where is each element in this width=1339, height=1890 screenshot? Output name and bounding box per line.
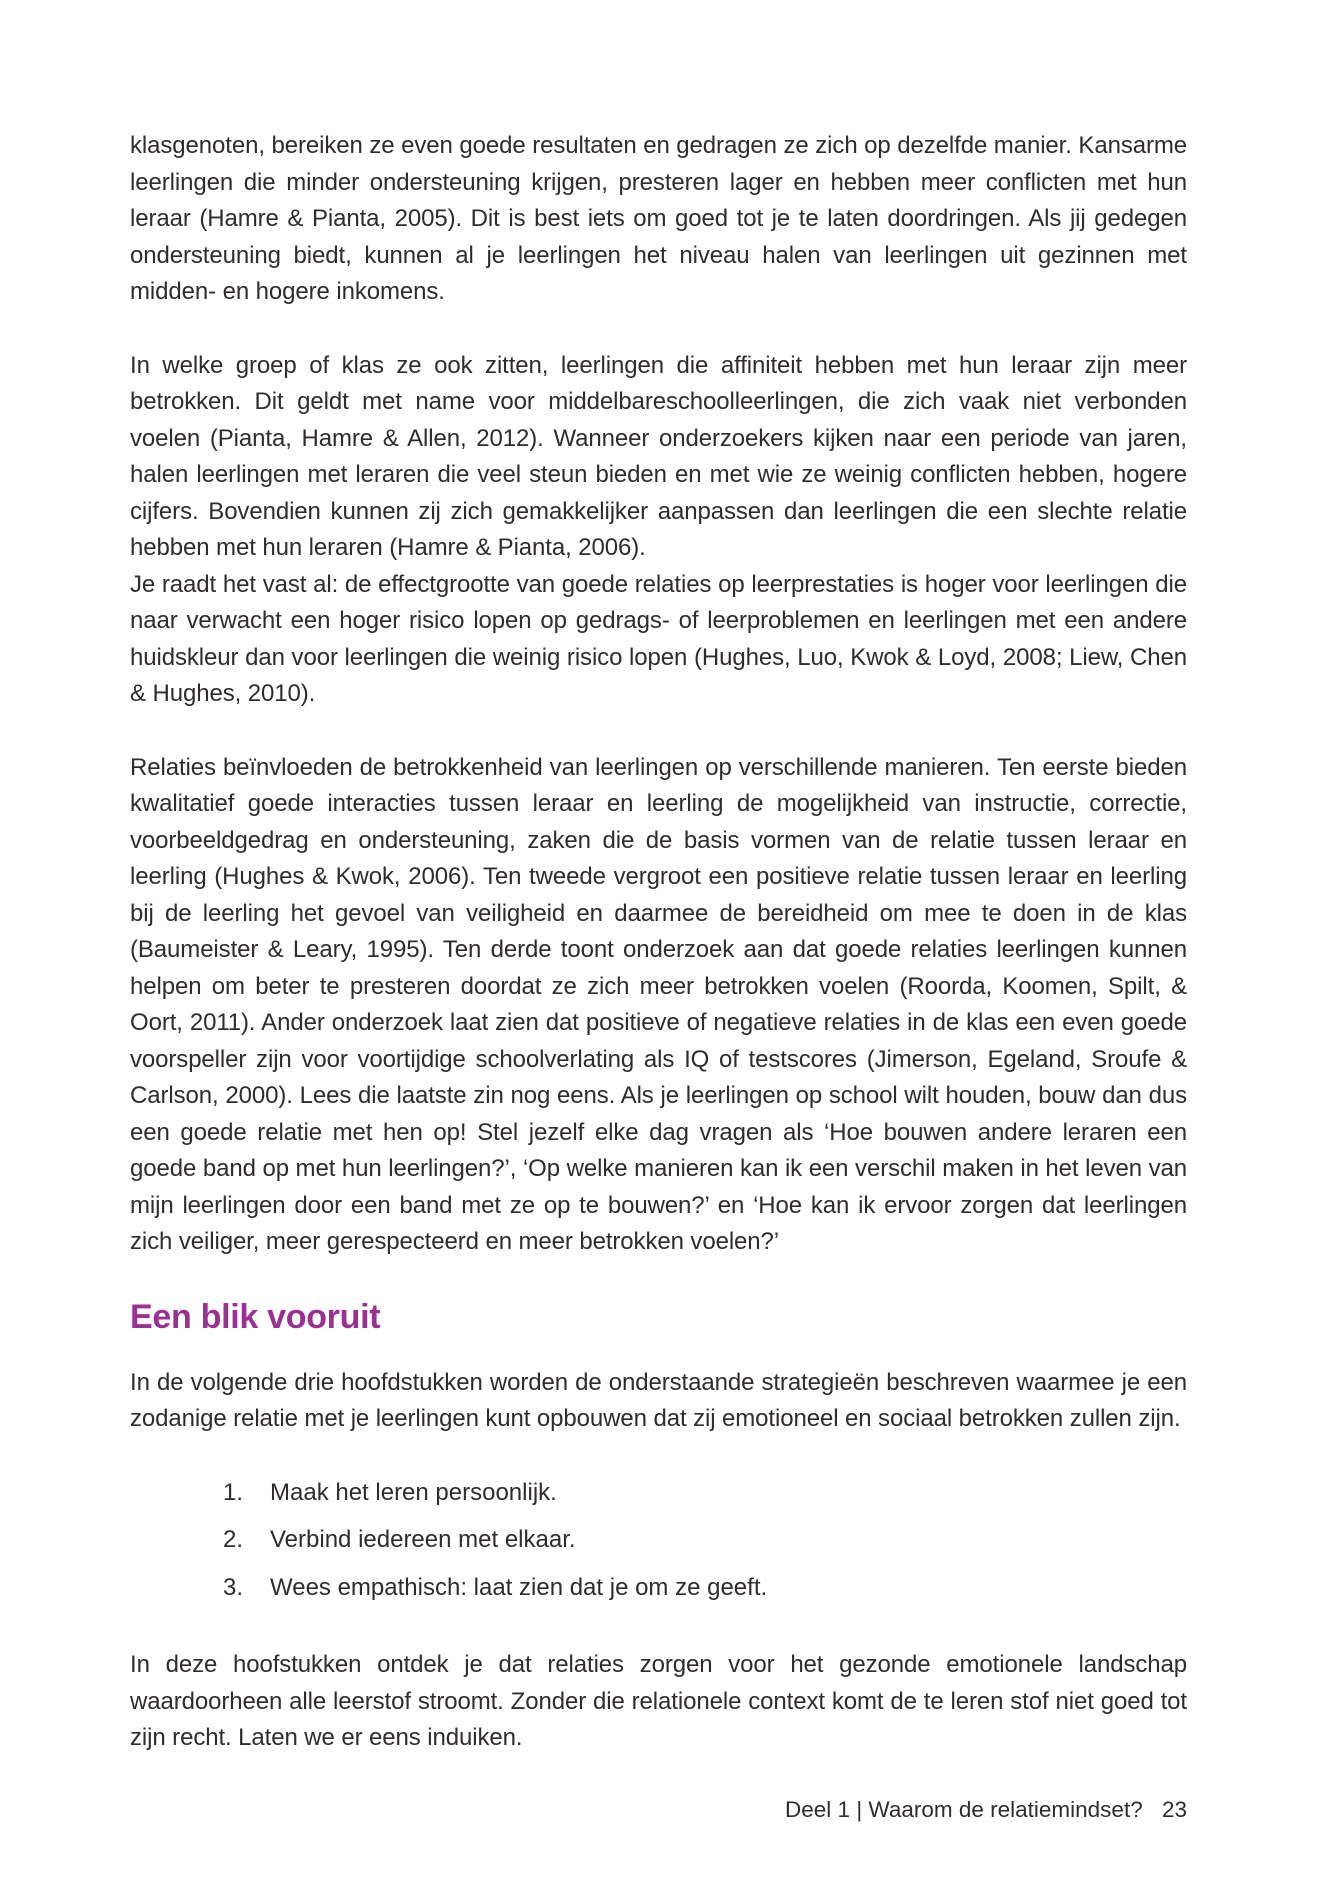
list-item bbox=[223, 1475, 1187, 1512]
strategy-list bbox=[223, 1475, 1187, 1607]
list-item bbox=[223, 1570, 1187, 1607]
section-heading-een-blik-vooruit: Een blik vooruit bbox=[130, 1297, 381, 1336]
list-item-text: Wees empathisch: laat zien dat je om ze geeft. bbox=[270, 1573, 768, 1601]
page-footer bbox=[130, 1797, 1187, 1823]
paragraph-continuation: klasgenoten, bereiken ze even goede resultaten en gedragen ze zich op dezelfde manier. Kansarme leerlingen die minder ondersteuning krijgen, presteren lager en hebben meer conflicten met hun leraar (Hamre & Pianta, 2005). Dit is best iets om goed tot je te laten doordringen. Als jij gedegen ondersteuning biedt, kunnen al je leerlingen het niveau halen van leerlingen uit gezinnen met midden- en hogere inkomens. bbox=[130, 132, 1187, 305]
list-item-number: 2. bbox=[223, 1526, 244, 1553]
list-item-number: 3. bbox=[223, 1573, 244, 1601]
paragraph-relaties-betrokkenheid: Relaties beïnvloeden de betrokkenheid van leerlingen op verschillende manieren. Ten eerste bieden kwalitatief goede interacties tussen leraar en leerling de mogelijkheid van instructie, correctie, voorbeeldgedrag en ondersteuning, zaken die de basis vormen van de relatie tussen leraar en leerling (Hughes & Kwok, 2006). Ten tweede vergroot een positieve relatie tussen leraar en leerling bij de leerling het gevoel van veiligheid en daarmee de bereidheid om mee te doen in de klas (Baumeister & Leary, 1995). Ten derde toont onderzoek aan dat goede relaties leerlingen kunnen helpen om beter te presteren doordat ze zich meer betrokken voelen (Roorda, Koomen, Spilt, & Oort, 2011). Ander onderzoek laat zien dat positieve of negatieve relaties in de klas een even goede voorspeller zijn voor voortijdige schoolverlating als IQ of testscores (Jimerson, Egeland, Sroufe & Carlson, 2000). Lees die laatste zin nog eens. Als je leerlingen op school wilt houden, bouw dan dus een goede relatie met hen op! Stel jezelf elke dag vragen als ‘Hoe bouwen andere leraren een goede band op met hun leerlingen?’, ‘Op welke manieren kan ik een verschil maken in het leven van mijn leerlingen door een band met ze op te bouwen?’ en ‘Hoe kan ik ervoor zorgen dat leerlingen zich veiliger, meer gerespecteerd en meer betrokken voelen?’ bbox=[130, 753, 1187, 1255]
list-item bbox=[223, 1522, 1187, 1559]
list-item-number: 1. bbox=[223, 1478, 244, 1506]
paragraph-section-outro: In deze hoofstukken ontdek je dat relaties zorgen voor het gezonde emotionele landschap waardoorheen alle leerstof stroomt. Zonder die relationele context komt de te leren stof niet goed tot zijn recht. Laten we er eens induiken. bbox=[130, 1651, 1187, 1751]
paragraph-section-intro: In de volgende drie hoofdstukken worden de onderstaande strategieën beschreven waarmee je een zodanige relatie met je leerlingen kunt opbouwen dat zij emotioneel en sociaal betrokken zullen zijn. bbox=[130, 1368, 1187, 1432]
page-number: 23 bbox=[1161, 1797, 1187, 1822]
list-item-text: Verbind iedereen met elkaar. bbox=[270, 1526, 576, 1553]
running-footer-text: Deel 1 | Waarom de relatiemindset? bbox=[785, 1797, 1143, 1822]
list-item-text: Maak het leren persoonlijk. bbox=[270, 1478, 557, 1506]
paragraph-effectgrootte: Je raadt het vast al: de effectgrootte van goede relaties op leerprestaties is hoger voor leerlingen die naar verwacht een hoger risico lopen op gedrags- of leerproblemen en leerlingen met een andere huidskleur dan voor leerlingen die weinig risico lopen (Hughes, Luo, Kwok & Loyd, 2008; Liew, Chen & Hughes, 2010). bbox=[130, 570, 1187, 707]
paragraph-affiniteit: In welke groep of klas ze ook zitten, leerlingen die affiniteit hebben met hun leraar zijn meer betrokken. Dit geldt met name voor middelbareschoolleerlingen, die zich vaak niet verbonden voelen (Pianta, Hamre & Allen, 2012). Wanneer onderzoekers kijken naar een periode van jaren, halen leerlingen met leraren die veel steun bieden en met wie ze weinig conflicten hebben, hogere cijfers. Bovendien kunnen zij zich gemakkelijker aanpassen dan leerlingen die een slechte relatie hebben met hun leraren (Hamre & Pianta, 2006). bbox=[130, 351, 1187, 561]
page-content bbox=[130, 128, 1187, 1794]
